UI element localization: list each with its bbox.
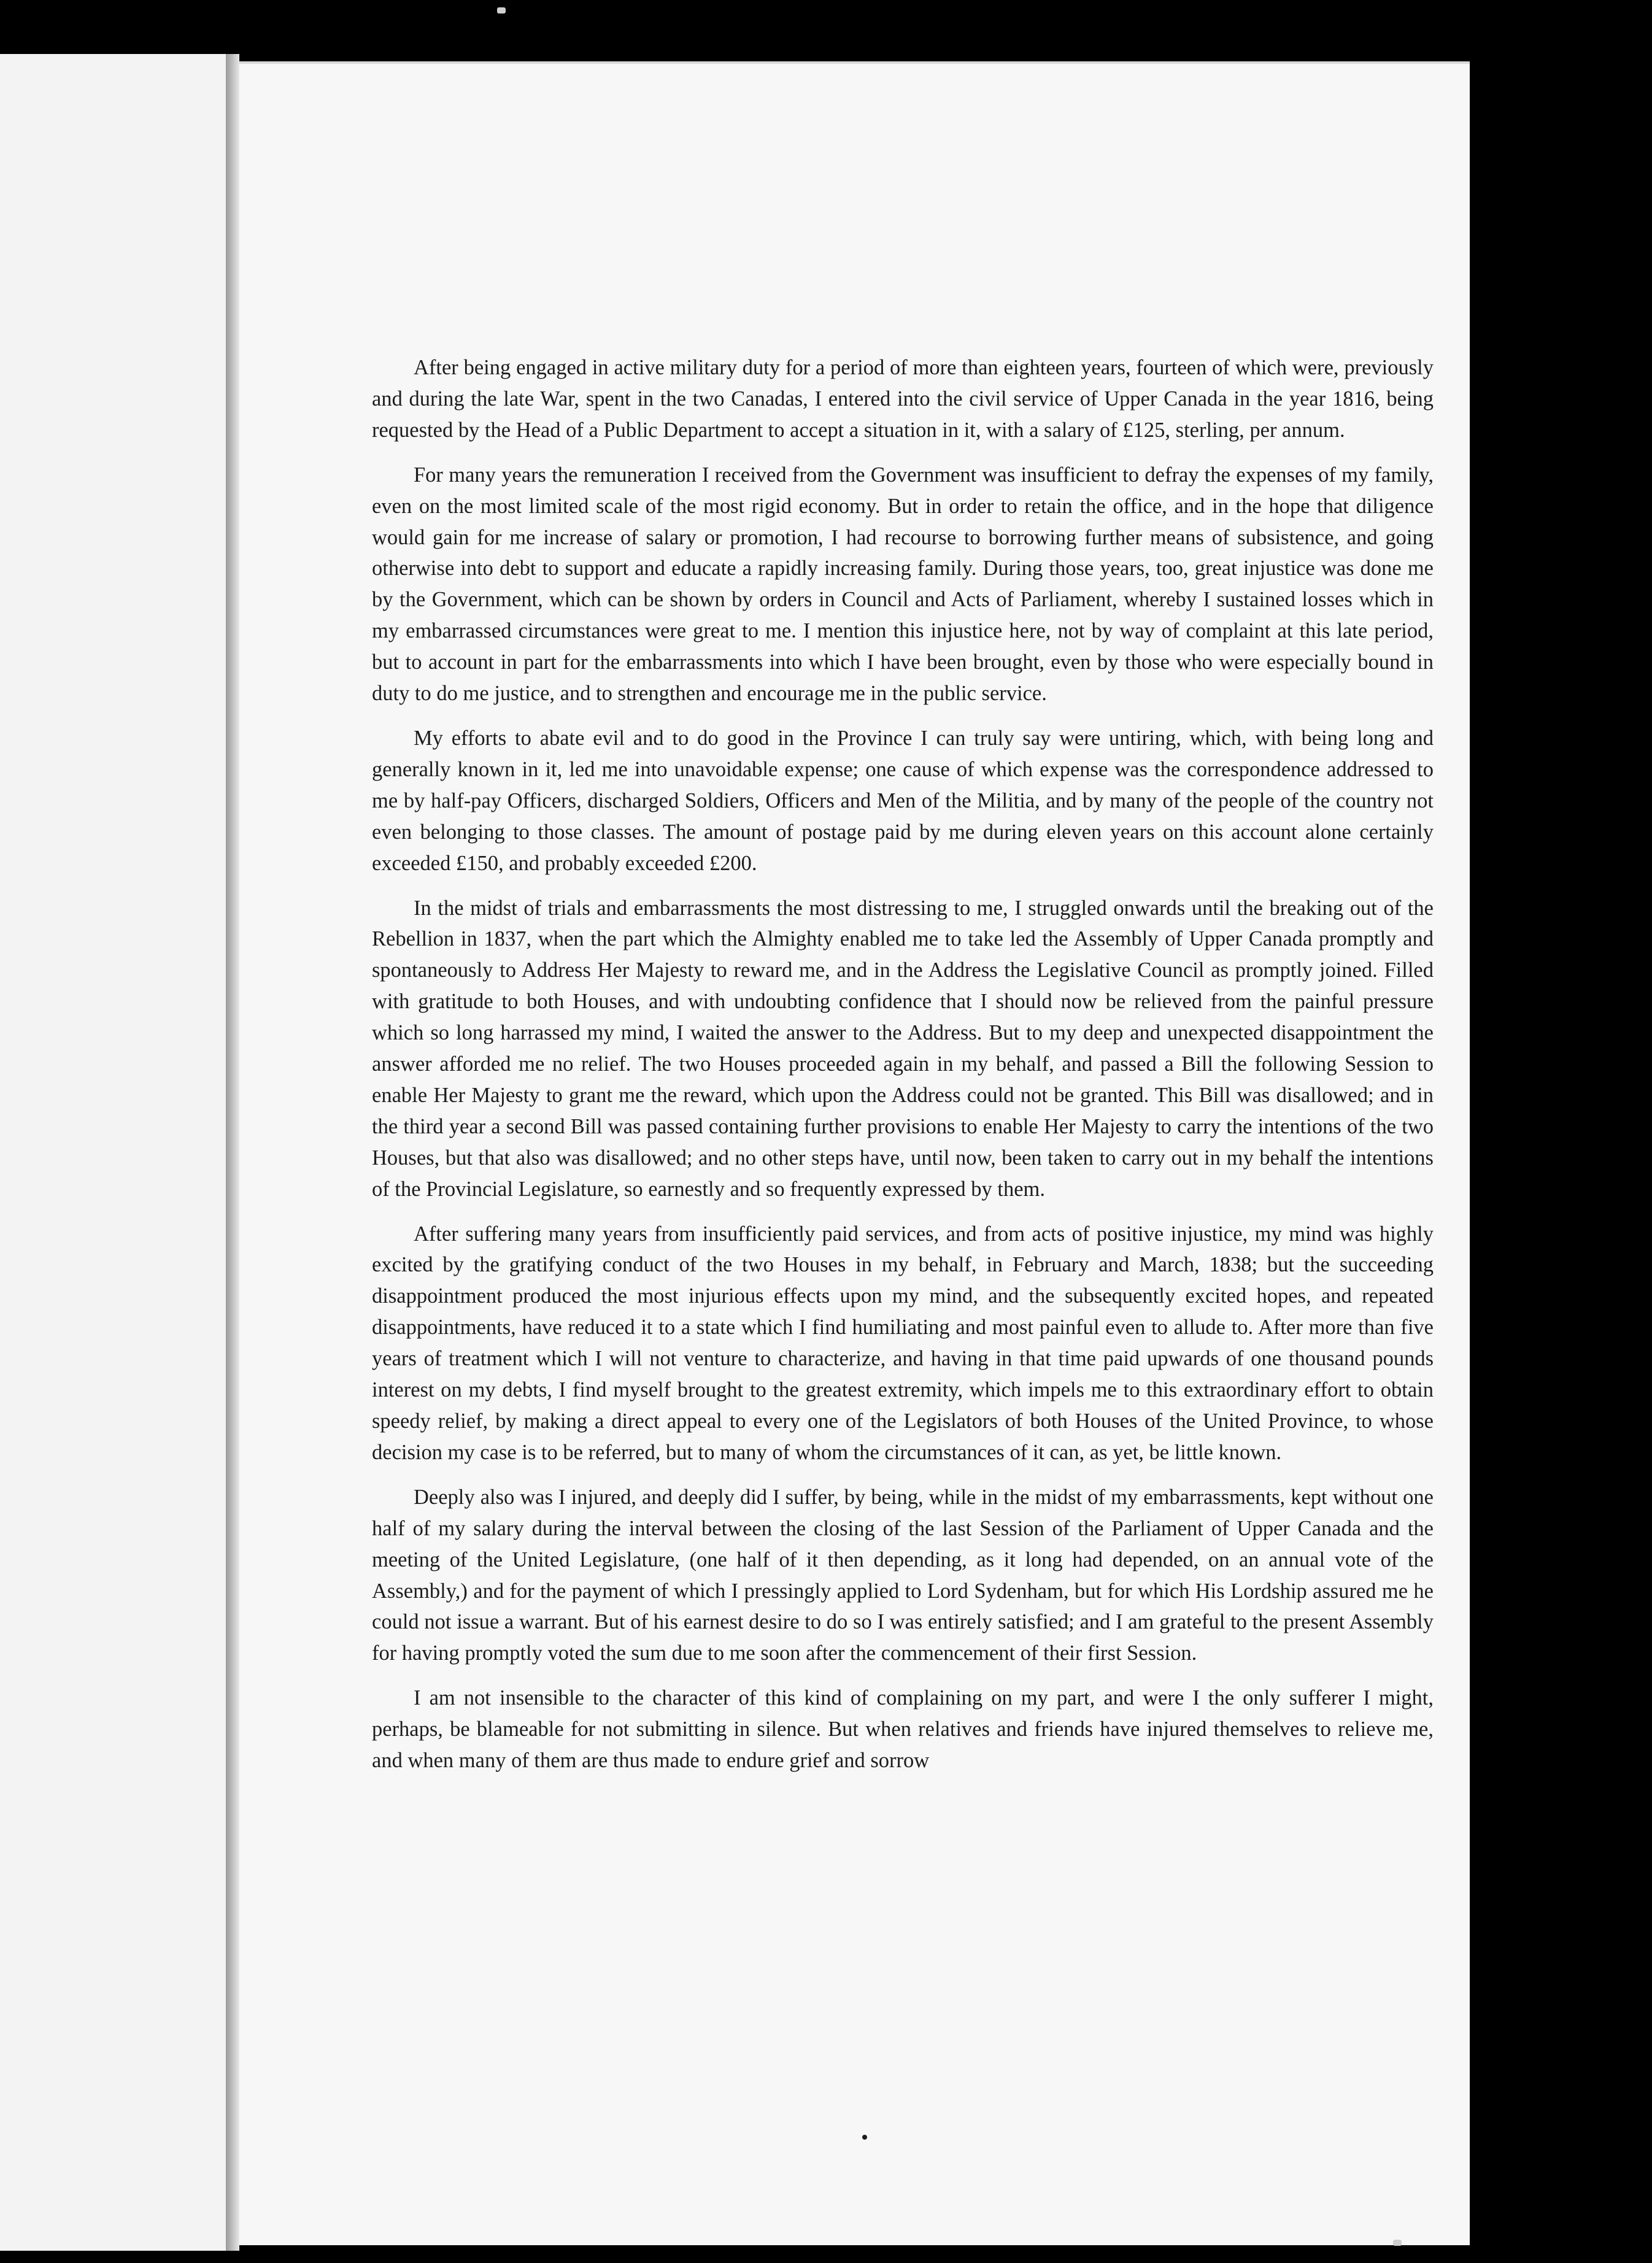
- paragraph-6: Deeply also was I injured, and deeply did I suffer, by being, while in the midst of my embarrassments, kept without one half of my salary during the interval between the closing of the last Session of the Parliament of Upper Canada and the meeting of the United Legislature, (one half of it then depending, as it long had depended, on an annual vote of the Assembly,) and for the payment of which I pressingly applied to Lord Sydenham, but for which His Lordship assured me he could not issue a warrant. But of his earnest desire to do so I was entirely satisfied; and I am grateful to the present Assembly for having promptly voted the sum due to me soon after the commencement of their first Session.: [372, 1485, 1434, 1665]
- page-mark: [862, 2135, 867, 2140]
- paragraph-1: After being engaged in active military duty for a period of more than eighteen years, fourteen of which were, previously and during the late War, spent in the two Canadas, I entered into the civil service of Upper Canada in the year 1816, being requested by the Head of a Public Department to accept a situation in it, with a salary of £125, sterling, per annum.: [372, 356, 1434, 442]
- scan-speck: [497, 7, 506, 13]
- scan-speck: [1393, 2240, 1402, 2246]
- paragraph-3: My efforts to abate evil and to do good in the Province I can truly say were untiring, which, with being long and generally known in it, led me into unavoidable expense; one cause of which expense was the correspondence addressed to me by half-pay Officers, discharged Soldiers, Officers and Men of the Militia, and by many of the people of the country not even belonging to those classes. The amount of postage paid by me during eleven years on this account alone certainly exceeded £150, and probably exceeded £200.: [372, 726, 1434, 875]
- document-page: [239, 61, 1470, 2245]
- body-text: [372, 352, 1434, 1776]
- paragraph-2: For many years the remuneration I received from the Government was insufficient to defray the expenses of my family, even on the most limited scale of the most rigid economy. But in order to retain the office, and in the hope that diligence would gain for me increase of salary or promotion, I had recourse to borrowing further means of subsistence, and going otherwise into debt to support and educate a rapidly increasing family. During those years, too, great injustice was done me by the Government, which can be shown by orders in Council and Acts of Parliament, whereby I sustained losses which in my embarrassed circumstances were great to me. I mention this injustice here, not by way of complaint at this late period, but to account in part for the embarrassments into which I have been brought, even by those who were especially bound in duty to do me justice, and to strengthen and encourage me in the public service.: [372, 463, 1434, 706]
- paragraph-4: In the midst of trials and embarrassments the most distressing to me, I struggled onwards until the breaking out of the Rebellion in 1837, when the part which the Almighty enabled me to take led the Assembly of Upper Canada promptly and spontaneously to Address Her Majesty to reward me, and in the Address the Legislative Council as promptly joined. Filled with gratitude to both Houses, and with undoubting confidence that I should now be relieved from the painful pressure which so long harrassed my mind, I waited the answer to the Address. But to my deep and unexpected disappointment the answer afforded me no relief. The two Houses proceeded again in my behalf, and passed a Bill the following Session to enable Her Majesty to grant me the reward, which upon the Address could not be granted. This Bill was disallowed; and in the third year a second Bill was passed containing further provisions to enable Her Majesty to carry the intentions of the two Houses, but that also was disallowed; and no other steps have, until now, been taken to carry out in my behalf the intentions of the Provincial Legislature, so earnestly and so frequently expressed by them.: [372, 896, 1434, 1201]
- paragraph-5: After suffering many years from insufficiently paid services, and from acts of positive injustice, my mind was highly excited by the gratifying conduct of the two Houses in my behalf, in February and March, 1838; but the succeeding disappointment produced the most injurious effects upon my mind, and the subsequently excited hopes, and repeated disappointments, have reduced it to a state which I find humiliating and most painful even to allude to. After more than five years of treatment which I will not venture to characterize, and having in that time paid upwards of one thousand pounds interest on my debts, I find myself brought to the greatest extremity, which impels me to this extraordinary effort to obtain speedy relief, by making a direct appeal to every one of the Legislators of both Houses of the United Province, to whose decision my case is to be referred, but to many of whom the circumstances of it can, as yet, be little known.: [372, 1222, 1434, 1464]
- paragraph-7: I am not insensible to the character of this kind of complaining on my part, and were I the only sufferer I might, perhaps, be blameable for not submitting in silence. But when relatives and friends have injured themselves to relieve me, and when many of them are thus made to endure grief and sorrow: [372, 1686, 1434, 1773]
- book-gutter: [226, 54, 239, 2251]
- facing-page-edge: [0, 54, 230, 2251]
